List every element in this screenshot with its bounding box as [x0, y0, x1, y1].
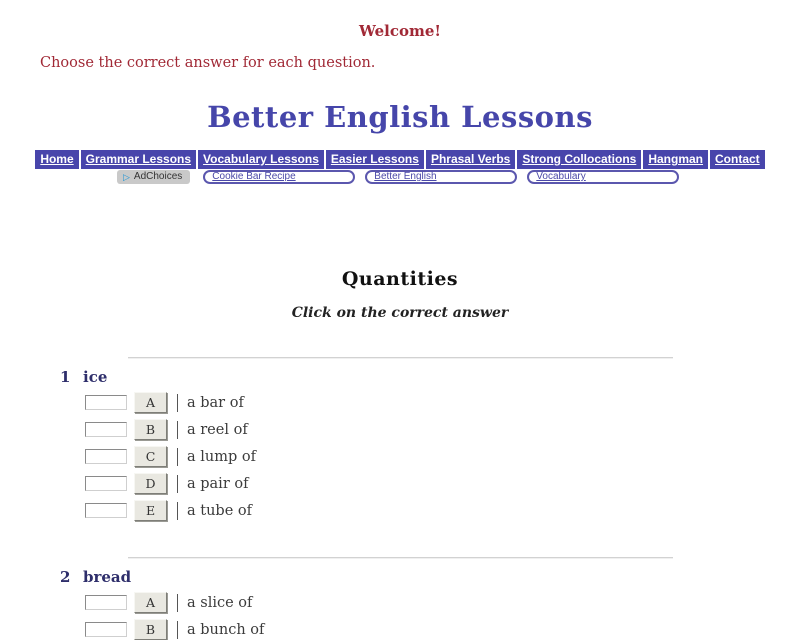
question-header: [60, 368, 800, 386]
nav-item-grammar-lessons[interactable]: Grammar Lessons: [81, 150, 196, 169]
answer-letter-button[interactable]: C: [134, 446, 167, 467]
option-row: [85, 500, 800, 521]
nav-item-phrasal-verbs[interactable]: Phrasal Verbs: [426, 150, 515, 169]
option-row: [85, 473, 800, 494]
option-row: [85, 392, 800, 413]
nav-item-home[interactable]: Home: [35, 150, 78, 169]
answer-result-input[interactable]: [85, 595, 127, 610]
questions-container: [0, 357, 800, 640]
answer-result-input[interactable]: [85, 395, 127, 410]
site-title: Better English Lessons: [207, 100, 593, 134]
options-list: [60, 392, 800, 521]
answer-result-input[interactable]: [85, 622, 127, 637]
answer-text: a tube of: [177, 502, 252, 520]
nav-item-easier-lessons[interactable]: Easier Lessons: [326, 150, 424, 169]
option-row: [85, 619, 800, 640]
answer-letter-button[interactable]: A: [134, 392, 167, 413]
ad-link-label: Vocabulary: [536, 171, 586, 182]
answer-text: a lump of: [177, 448, 256, 466]
question-number: 1: [60, 368, 71, 386]
ad-link-better-english[interactable]: [365, 170, 517, 184]
main-nav: [0, 150, 800, 169]
question-number: 2: [60, 568, 71, 586]
option-row: [85, 419, 800, 440]
quiz-instructions: Choose the correct answer for each question.: [40, 55, 376, 71]
answer-text: a slice of: [177, 594, 252, 612]
answer-letter-button[interactable]: B: [134, 419, 167, 440]
answer-result-input[interactable]: [85, 449, 127, 464]
answer-letter-button[interactable]: E: [134, 500, 167, 521]
section-divider: [128, 357, 673, 359]
adchoices-button[interactable]: [117, 170, 190, 184]
question-word: bread: [83, 568, 132, 586]
nav-item-hangman[interactable]: Hangman: [643, 150, 708, 169]
answer-result-input[interactable]: [85, 476, 127, 491]
section-divider: [128, 557, 673, 559]
quiz-title: Quantities: [341, 268, 459, 290]
nav-item-strong-collocations[interactable]: Strong Collocations: [517, 150, 641, 169]
option-row: [85, 446, 800, 467]
answer-letter-button[interactable]: A: [134, 592, 167, 613]
ad-link-label: Better English: [374, 171, 437, 182]
ad-links: [203, 170, 679, 184]
question-block: [60, 568, 800, 640]
answer-text: a bar of: [177, 394, 244, 412]
quiz-subtitle: Click on the correct answer: [291, 305, 509, 321]
options-list: [60, 592, 800, 640]
adchoices-triangle-icon: ▷: [123, 171, 130, 182]
question-word: ice: [83, 368, 108, 386]
nav-item-contact[interactable]: Contact: [710, 150, 765, 169]
adchoices-label: AdChoices: [133, 171, 183, 182]
answer-letter-button[interactable]: B: [134, 619, 167, 640]
answer-result-input[interactable]: [85, 503, 127, 518]
option-row: [85, 592, 800, 613]
answer-text: a reel of: [177, 421, 248, 439]
welcome-heading: Welcome!: [358, 22, 441, 40]
question-header: [60, 568, 800, 586]
nav-item-vocabulary-lessons[interactable]: Vocabulary Lessons: [198, 150, 324, 169]
ad-strip: [117, 170, 800, 184]
ad-link-cookie-bar-recipe[interactable]: [203, 170, 355, 184]
answer-letter-button[interactable]: D: [134, 473, 167, 494]
answer-text: a pair of: [177, 475, 248, 493]
question-block: [60, 368, 800, 521]
answer-text: a bunch of: [177, 621, 264, 639]
ad-link-vocabulary[interactable]: [527, 170, 679, 184]
answer-result-input[interactable]: [85, 422, 127, 437]
ad-link-label: Cookie Bar Recipe: [212, 171, 296, 182]
